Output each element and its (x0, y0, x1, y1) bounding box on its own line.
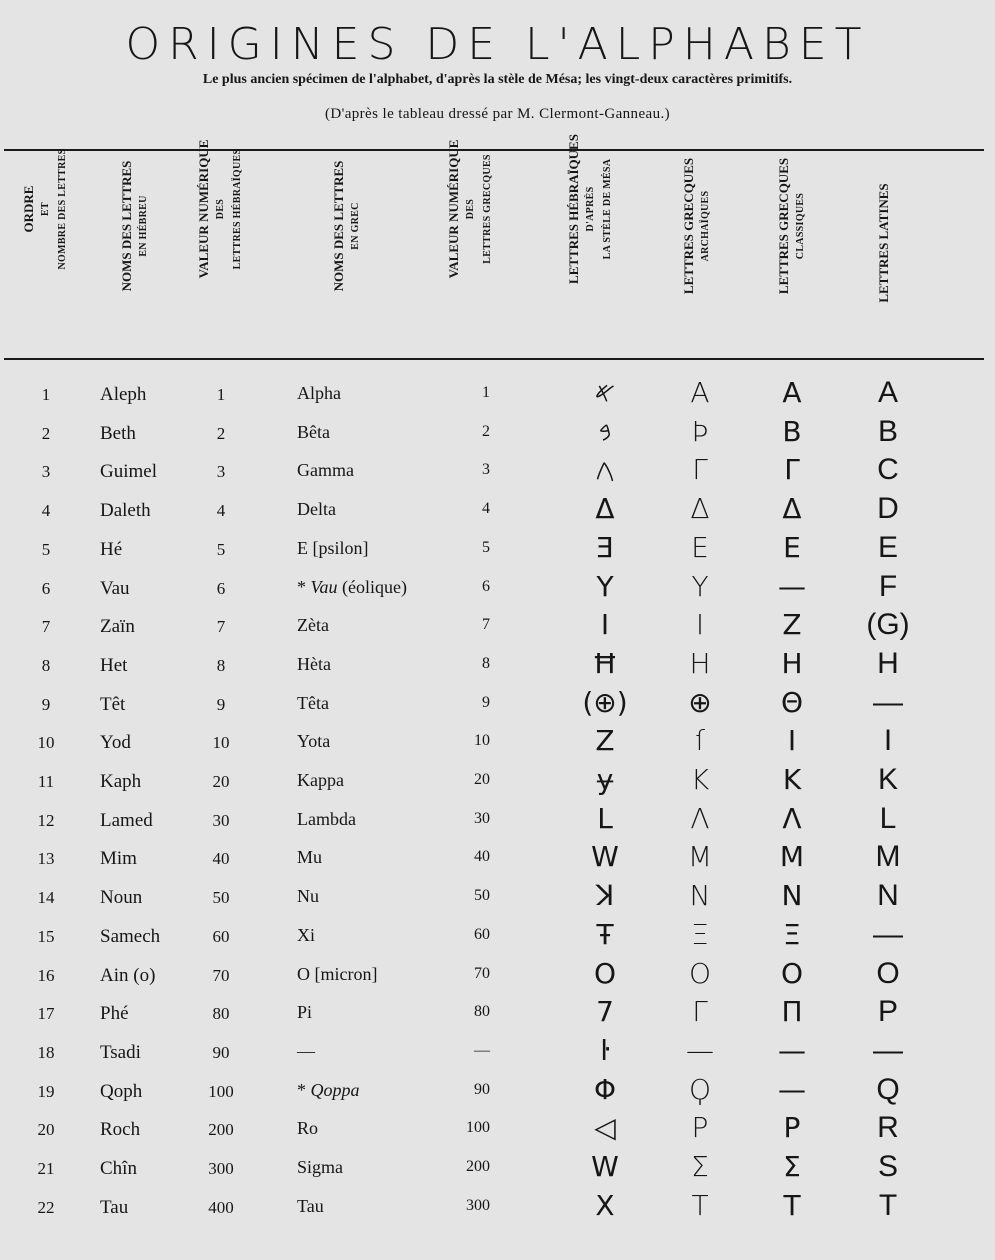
latin-letter-glyph: — (873, 685, 903, 719)
greek-name-text: E [psilon] (297, 537, 369, 558)
column-header-line: DES (215, 198, 226, 220)
hebrew-letter-name: Qoph (100, 1080, 143, 1102)
mesa-letter-glyph: 𐤂 (595, 453, 615, 487)
greek-name-text: Sigma (297, 1157, 344, 1177)
mesa-letter-glyph: ꓘ (595, 879, 615, 913)
order-number: 5 (41, 539, 51, 559)
greek-letter-name (297, 767, 344, 793)
column-header-line: NOMS DES LETTRES (119, 160, 134, 292)
latin-letter-glyph: T (878, 1188, 898, 1222)
order-number: 20 (37, 1120, 55, 1140)
archaic-greek-glyph: Γ (692, 453, 708, 487)
archaic-greek-glyph: Γ (692, 995, 708, 1029)
order-number: 2 (41, 423, 51, 443)
classic-greek-glyph: Α (782, 376, 802, 409)
hebrew-letter-name: Hé (100, 538, 123, 560)
hebrew-numeric-value: 2 (216, 423, 226, 443)
mesa-letter-glyph: Φ (593, 1072, 617, 1106)
mesa-letter-glyph: L (597, 801, 613, 835)
greek-name-text: Vau (310, 576, 338, 597)
latin-letter-glyph: P (877, 995, 898, 1029)
archaic-greek-glyph: T (691, 1188, 709, 1222)
hebrew-numeric-value: 8 (216, 655, 226, 675)
latin-letter-glyph: R (877, 1111, 899, 1145)
classic-greek-glyph: Ο (780, 956, 804, 990)
greek-name-text: — (297, 1040, 315, 1061)
column-header-text (20, 119, 71, 299)
order-number: 1 (41, 385, 51, 404)
column-header-line: EN HÉBREU (138, 195, 149, 257)
greek-name-text: Pi (297, 1002, 313, 1023)
order-number: 19 (37, 1081, 55, 1101)
archaic-greek-glyph: Ϙ (688, 1072, 712, 1106)
archaic-greek-glyph: P (691, 1111, 709, 1145)
classic-greek-glyph: Θ (780, 685, 804, 719)
greek-name-text: Têta (297, 692, 329, 713)
order-number: 4 (41, 501, 51, 521)
latin-letter-glyph: I (883, 724, 893, 758)
classic-greek-glyph: — (778, 1072, 806, 1106)
order-number: 21 (37, 1159, 55, 1178)
mesa-letter-glyph: 𐤁 (598, 414, 612, 448)
hebrew-numeric-value: 3 (216, 462, 226, 482)
classic-greek-glyph: Λ (782, 801, 802, 835)
hebrew-letter-name: Vau (100, 577, 130, 599)
greek-name-text: O [micron] (297, 963, 378, 984)
greek-name-text: Mu (297, 847, 323, 868)
greek-name-text: Alpha (297, 383, 341, 403)
greek-name-text: Ro (297, 1118, 319, 1139)
classic-greek-glyph: Γ (784, 453, 800, 487)
greek-numeric-value: — (474, 1041, 490, 1059)
greek-numeric-value: 5 (482, 538, 490, 556)
greek-name-text: Yota (297, 731, 331, 752)
greek-numeric-value: 200 (466, 1158, 490, 1175)
classic-greek-glyph: Ξ (783, 917, 801, 951)
greek-letter-name (297, 844, 322, 870)
hebrew-letter-name: Daleth (100, 500, 151, 522)
archaic-greek-glyph: ſ (695, 724, 705, 758)
greek-letter-name (297, 1077, 360, 1103)
order-number: 8 (41, 655, 51, 675)
hebrew-numeric-value: 9 (216, 694, 226, 714)
hebrew-letter-name: Mim (100, 848, 137, 870)
classic-greek-glyph: Ζ (782, 608, 802, 642)
hebrew-numeric-value: 80 (212, 1004, 230, 1024)
greek-letter-name (297, 1115, 318, 1141)
order-number: 10 (37, 733, 55, 753)
greek-letter-name (297, 961, 377, 987)
column-header-line: LETTRES LATINES (876, 183, 891, 303)
greek-numeric-value: 8 (482, 654, 490, 672)
archaic-greek-glyph: Ξ (691, 917, 709, 951)
greek-numeric-value: 40 (474, 848, 490, 866)
column-header-line: LETTRES GRECQUES (482, 154, 493, 264)
order-number: 16 (37, 965, 55, 985)
order-number: 7 (41, 617, 51, 637)
hebrew-letter-name: Noun (100, 887, 143, 909)
greek-name-text: Zèta (297, 615, 329, 636)
mesa-letter-glyph: ◁ (594, 1111, 616, 1145)
classic-greek-glyph: Ε (783, 530, 801, 564)
greek-asterisk: * (297, 1079, 311, 1100)
latin-letter-glyph: C (877, 453, 899, 487)
hebrew-numeric-value: 5 (216, 539, 226, 559)
column-header-line: ARCHAÏQUES (700, 190, 711, 262)
greek-letter-name (297, 806, 356, 832)
archaic-greek-glyph: A (690, 376, 710, 409)
greek-name-text: Lambda (297, 808, 356, 829)
column-header-text (775, 136, 809, 316)
hebrew-letter-name: Phé (100, 1003, 129, 1025)
archaic-greek-glyph: I (695, 608, 705, 642)
archaic-greek-glyph: N (689, 879, 711, 913)
classic-greek-glyph: Π (781, 995, 803, 1029)
column-header-text (195, 119, 246, 299)
hebrew-numeric-value: 1 (216, 385, 226, 404)
hebrew-numeric-value: 300 (208, 1159, 234, 1178)
greek-name-suffix: (éolique) (337, 576, 407, 597)
column-header-line: VALEUR NUMÉRIQUE (196, 139, 211, 279)
hebrew-letter-name: Tsadi (100, 1041, 141, 1063)
latin-letter-glyph: F (878, 569, 898, 603)
hebrew-letter-name: Yod (100, 732, 131, 754)
column-header-line: VALEUR NUMÉRIQUE (446, 139, 461, 279)
hebrew-letter-name: Kaph (100, 771, 142, 792)
column-header-text (445, 119, 496, 299)
greek-letter-name (297, 651, 331, 677)
greek-letter-name (297, 574, 407, 600)
order-number: 15 (37, 926, 55, 946)
latin-letter-glyph: A (877, 376, 898, 409)
classic-greek-glyph: Κ (782, 763, 802, 796)
order-number: 6 (41, 578, 51, 598)
greek-name-text: Nu (297, 886, 319, 907)
column-header-line: LETTRES HÉBRAÏQUES (232, 148, 243, 270)
greek-name-text: Hèta (297, 653, 331, 674)
hebrew-letter-name: Tau (100, 1196, 129, 1218)
hebrew-numeric-value: 30 (212, 810, 230, 830)
latin-letter-glyph: H (877, 646, 899, 680)
mesa-letter-glyph: Ŧ (596, 917, 614, 951)
greek-asterisk: * (297, 576, 311, 597)
latin-letter-glyph: L (879, 801, 897, 835)
hebrew-numeric-value: 60 (212, 926, 230, 946)
latin-letter-glyph: M (875, 840, 901, 874)
order-number: 9 (41, 694, 51, 714)
greek-letter-name (297, 1038, 315, 1064)
order-number: 13 (37, 849, 55, 869)
mesa-letter-glyph: ŀ (600, 1033, 610, 1067)
greek-numeric-value: 4 (482, 500, 490, 518)
greek-numeric-value: 10 (474, 732, 490, 750)
greek-numeric-value: 90 (474, 1080, 490, 1098)
latin-letter-glyph: B (877, 414, 898, 448)
greek-name-text: Xi (297, 924, 315, 945)
hebrew-numeric-value: 6 (216, 578, 226, 598)
classic-greek-glyph: Ι (787, 724, 797, 758)
greek-numeric-value: 300 (466, 1196, 490, 1214)
greek-letter-name (297, 1193, 324, 1219)
mesa-letter-glyph: Z (595, 724, 615, 758)
greek-numeric-value: 6 (482, 577, 490, 595)
order-number: 17 (37, 1004, 55, 1024)
mesa-letter-glyph: W (591, 1150, 619, 1183)
classic-greek-glyph: Μ (779, 840, 805, 874)
greek-numeric-value: 7 (482, 616, 490, 634)
hebrew-letter-name: Samech (100, 925, 161, 947)
greek-letter-name (297, 457, 354, 483)
greek-name-text: Tau (297, 1195, 324, 1216)
latin-letter-glyph: — (873, 1033, 903, 1067)
mesa-letter-glyph: Δ (595, 492, 615, 526)
mesa-letter-glyph: X (595, 1188, 615, 1222)
order-number: 12 (37, 810, 55, 830)
latin-letter-glyph: Q (876, 1072, 900, 1106)
hebrew-numeric-value: 90 (212, 1042, 230, 1062)
column-header-line: ET (40, 202, 51, 216)
greek-letter-name (297, 1154, 343, 1180)
archaic-greek-glyph: Σ (691, 1150, 709, 1183)
greek-letter-name (297, 612, 329, 638)
classic-greek-glyph: Ν (781, 879, 803, 913)
archaic-greek-glyph: Λ (690, 801, 710, 835)
greek-letter-name (297, 999, 312, 1025)
archaic-greek-glyph: O (688, 956, 712, 990)
order-number: 11 (37, 772, 55, 791)
archaic-greek-glyph: K (690, 763, 710, 796)
greek-letter-name (297, 883, 319, 909)
archaic-greek-glyph: H (689, 646, 711, 680)
order-number: 14 (37, 888, 55, 908)
classic-greek-glyph: Β (782, 414, 802, 448)
column-header-text (680, 136, 714, 316)
mesa-letter-glyph: W (591, 840, 619, 874)
order-number: 22 (37, 1197, 55, 1217)
greek-name-text: Kappa (297, 770, 344, 790)
greek-letter-name (297, 922, 315, 948)
greek-numeric-value: 100 (466, 1119, 490, 1137)
greek-name-text: Qoppa (310, 1079, 360, 1100)
hebrew-numeric-value: 50 (212, 888, 230, 908)
hebrew-numeric-value: 20 (212, 772, 230, 791)
latin-letter-glyph: (G) (866, 608, 910, 642)
page-title: ORIGINES DE L'ALPHABET (125, 19, 870, 70)
greek-letter-name (297, 690, 329, 716)
column-header-line: D'APRÈS (585, 186, 596, 232)
classic-greek-glyph: Τ (783, 1188, 801, 1222)
latin-letter-glyph: D (877, 492, 899, 526)
greek-numeric-value: 1 (482, 384, 490, 401)
hebrew-numeric-value: 400 (208, 1197, 234, 1217)
greek-numeric-value: 3 (482, 461, 490, 479)
greek-name-text: Bêta (297, 421, 330, 442)
hebrew-numeric-value: 200 (208, 1120, 234, 1140)
page-subtitle: Le plus ancien spécimen de l'alphabet, d'après la stèle de Mésa; les vingt-deux caractères primitifs. (202, 72, 793, 87)
hebrew-letter-name: Têt (100, 693, 126, 715)
column-header-line: LETTRES GRECQUES (681, 157, 696, 295)
mesa-letter-glyph: Y (596, 569, 614, 603)
greek-numeric-value: 9 (482, 693, 490, 711)
greek-name-text: Gamma (297, 460, 354, 481)
mesa-letter-glyph: 7 (596, 995, 614, 1029)
greek-letter-name (297, 380, 341, 406)
latin-letter-glyph: S (877, 1150, 898, 1183)
hebrew-numeric-value: 100 (208, 1081, 234, 1101)
mesa-letter-glyph: Ǝ (596, 530, 614, 564)
latin-letter-glyph: E (877, 530, 898, 564)
latin-letter-glyph: — (873, 917, 903, 951)
greek-letter-name (297, 535, 369, 561)
mesa-letter-glyph: O (593, 956, 617, 990)
column-header-line: LETTRES HÉBRAÏQUES (566, 134, 581, 284)
greek-letter-name (297, 496, 336, 522)
order-number: 18 (37, 1042, 55, 1062)
hebrew-letter-name: Zaïn (100, 616, 135, 638)
column-header-line: DES (465, 198, 476, 220)
classic-greek-glyph: Σ (783, 1150, 801, 1183)
latin-letter-glyph: K (877, 763, 898, 796)
hebrew-numeric-value: 7 (216, 617, 226, 637)
hebrew-letter-name: Beth (100, 422, 136, 444)
classic-greek-glyph: Ρ (783, 1111, 801, 1145)
column-header-text (875, 153, 892, 333)
mesa-letter-glyph: (⊕) (582, 685, 628, 719)
column-header-line: NOMBRE DES LETTRES (57, 148, 68, 270)
hebrew-letter-name: Roch (100, 1119, 141, 1141)
greek-letter-name (297, 419, 330, 445)
greek-numeric-value: 80 (474, 1003, 490, 1021)
greek-name-text: Delta (297, 499, 336, 520)
order-number: 3 (41, 462, 51, 482)
mesa-letter-glyph: I (600, 608, 610, 642)
classic-greek-glyph: — (778, 569, 806, 603)
hebrew-numeric-value: 4 (216, 501, 226, 521)
column-header-line: ORDRE (21, 185, 36, 233)
archaic-greek-glyph: — (686, 1033, 714, 1067)
classic-greek-glyph: Η (781, 646, 803, 680)
mesa-letter-glyph: ɏ (596, 763, 614, 796)
hebrew-numeric-value: 10 (212, 733, 230, 753)
archaic-greek-glyph: M (687, 840, 713, 874)
greek-letter-name (297, 728, 330, 754)
hebrew-letter-name: Chîn (100, 1158, 137, 1179)
greek-numeric-value: 50 (474, 887, 490, 905)
archaic-greek-glyph: E (691, 530, 709, 564)
greek-numeric-value: 30 (474, 809, 490, 827)
mesa-letter-glyph: Ħ (592, 646, 618, 680)
column-header-line: NOMS DES LETTRES (331, 160, 346, 292)
archaic-greek-glyph: Y (691, 569, 709, 603)
classic-greek-glyph: Δ (782, 492, 802, 526)
latin-letter-glyph: N (877, 879, 899, 913)
hebrew-numeric-value: 40 (212, 849, 230, 869)
column-header-text (118, 136, 152, 316)
greek-numeric-value: 2 (482, 422, 490, 440)
archaic-greek-glyph: Ϸ (691, 414, 709, 448)
column-header-line: LETTRES GRECQUES (776, 157, 791, 295)
mesa-letter-glyph: 𐤀 (594, 376, 616, 409)
column-header-text (330, 136, 364, 316)
archaic-greek-glyph: ⊕ (688, 685, 712, 719)
archaic-greek-glyph: Δ (690, 492, 710, 526)
column-header-text (565, 119, 616, 299)
column-header-line: LA STÈLE DE MÉSA (602, 158, 613, 260)
hebrew-numeric-value: 70 (212, 965, 230, 985)
source-credit: (D'après le tableau dressé par M. Clermont-Ganneau.) (324, 106, 671, 122)
hebrew-letter-name: Aleph (100, 384, 147, 405)
column-header-line: CLASSIQUES (795, 192, 806, 260)
hebrew-letter-name: Lamed (100, 809, 153, 831)
latin-letter-glyph: O (876, 956, 900, 990)
classic-greek-glyph: — (778, 1033, 806, 1067)
column-header-line: EN GREC (350, 202, 361, 250)
header-bottom-rule (4, 358, 984, 360)
greek-numeric-value: 60 (474, 925, 490, 943)
greek-numeric-value: 20 (474, 771, 490, 788)
greek-numeric-value: 70 (474, 964, 490, 982)
hebrew-letter-name: Guimel (100, 461, 157, 483)
hebrew-letter-name: Het (100, 654, 128, 676)
hebrew-letter-name: Ain (o) (100, 964, 156, 986)
